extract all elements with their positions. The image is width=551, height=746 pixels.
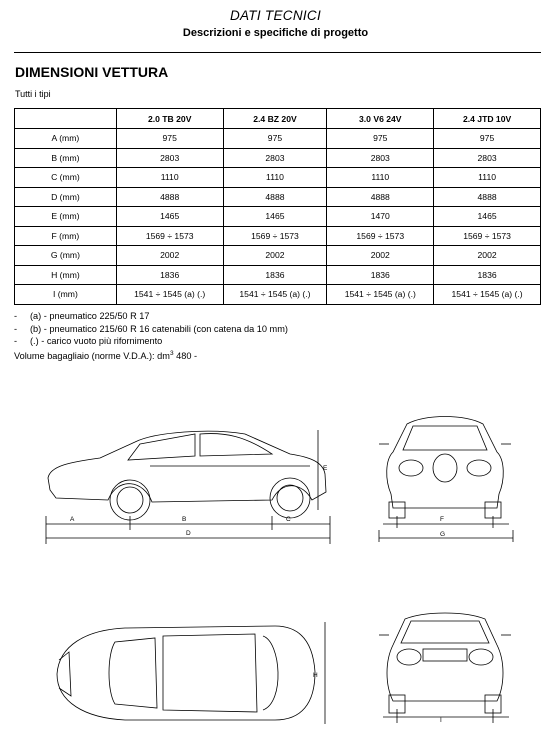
table-cell: 2803 (116, 148, 223, 168)
table-cell: 1836 (327, 265, 434, 285)
table-cell: 1836 (116, 265, 223, 285)
table-row (15, 246, 541, 266)
header-subtitle: Descrizioni e specifiche di progetto (182, 27, 369, 39)
front-view-diagram (375, 410, 515, 545)
luggage-volume: Volume bagagliaio (norme V.D.A.): $dm^3$ 480 - (14, 349, 198, 361)
table-cell: 2803 (223, 148, 327, 168)
note-item: - (a) - pneumatico 225/50 R 17 (14, 311, 150, 321)
row-label: C (mm) (15, 168, 117, 188)
row-label: F (mm) (15, 226, 117, 246)
table-cell: 4888 (116, 187, 223, 207)
row-label: I (mm) (15, 285, 117, 305)
section-subtitle: Tutti i tipi (15, 89, 51, 99)
table-cell: 1110 (116, 168, 223, 188)
dim-label-c: C (286, 516, 291, 523)
dim-label-a: A (70, 516, 75, 523)
table-header-row (15, 109, 541, 129)
note-item: - (.) - carico vuoto più rifornimento (14, 336, 163, 346)
dimensions-table (14, 108, 541, 305)
table-cell: 1470 (327, 207, 434, 227)
side-view-diagram (40, 420, 340, 550)
table-row (15, 265, 541, 285)
table-row (15, 226, 541, 246)
table-cell: 1569 ÷ 1573 (327, 226, 434, 246)
dim-label-h: H (313, 672, 318, 679)
table-cell: 2002 (116, 246, 223, 266)
table-cell: 1110 (327, 168, 434, 188)
top-view-diagram (45, 612, 330, 740)
table-row (15, 187, 541, 207)
column-header: 3.0 V6 24V (327, 109, 434, 129)
table-cell: 1110 (434, 168, 541, 188)
section-title: DIMENSIONI VETTURA (15, 64, 169, 80)
table-cell: 975 (327, 129, 434, 149)
table-cell: 1465 (434, 207, 541, 227)
note-item: - (b) - pneumatico 215/60 R 16 catenabili (con catena da 10 mm) (14, 323, 288, 334)
table-row (15, 129, 541, 149)
dim-label-f: F (440, 516, 444, 523)
table-cell: 1836 (434, 265, 541, 285)
header-divider (14, 52, 541, 53)
table-cell: 2002 (434, 246, 541, 266)
dim-label-i: I (440, 717, 442, 724)
row-label: H (mm) (15, 265, 117, 285)
dim-label-d: D (186, 530, 191, 537)
column-header: 2.4 BZ 20V (223, 109, 327, 129)
table-row (15, 148, 541, 168)
row-label: D (mm) (15, 187, 117, 207)
table-cell: 975 (223, 129, 327, 149)
table-cell: 1569 ÷ 1573 (116, 226, 223, 246)
table-cell: 2803 (434, 148, 541, 168)
table-cell: 1569 ÷ 1573 (223, 226, 327, 246)
table-cell: 1465 (116, 207, 223, 227)
table-cell: 2002 (327, 246, 434, 266)
table-cell: 1541 ÷ 1545 (a) (.) (223, 285, 327, 305)
dim-label-e: E (323, 465, 328, 472)
table-cell: 2803 (327, 148, 434, 168)
table-cell: 975 (116, 129, 223, 149)
header-title: DATI TECNICI (229, 8, 322, 23)
table-row (15, 207, 541, 227)
table-cell: 1110 (223, 168, 327, 188)
row-label: B (mm) (15, 148, 117, 168)
row-label: G (mm) (15, 246, 117, 266)
table-cell: 4888 (223, 187, 327, 207)
table-cell: 4888 (434, 187, 541, 207)
column-header: 2.4 JTD 10V (434, 109, 541, 129)
table-cell: 1541 ÷ 1545 (a) (.) (116, 285, 223, 305)
table-cell: 4888 (327, 187, 434, 207)
table-cell: 1541 ÷ 1545 (a) (.) (327, 285, 434, 305)
table-cell: 2002 (223, 246, 327, 266)
row-label: A (mm) (15, 129, 117, 149)
column-header: 2.0 TB 20V (116, 109, 223, 129)
table-cell: 1836 (223, 265, 327, 285)
dim-label-b: B (182, 516, 187, 523)
table-row (15, 168, 541, 188)
table-cell: 1465 (223, 207, 327, 227)
column-header (15, 109, 117, 129)
table-cell: 1541 ÷ 1545 (a) (.) (434, 285, 541, 305)
row-label: E (mm) (15, 207, 117, 227)
rear-view-diagram (375, 605, 515, 740)
dim-label-g: G (440, 531, 446, 538)
table-cell: 1569 ÷ 1573 (434, 226, 541, 246)
table-cell: 975 (434, 129, 541, 149)
table-row (15, 285, 541, 305)
notes (14, 310, 288, 362)
